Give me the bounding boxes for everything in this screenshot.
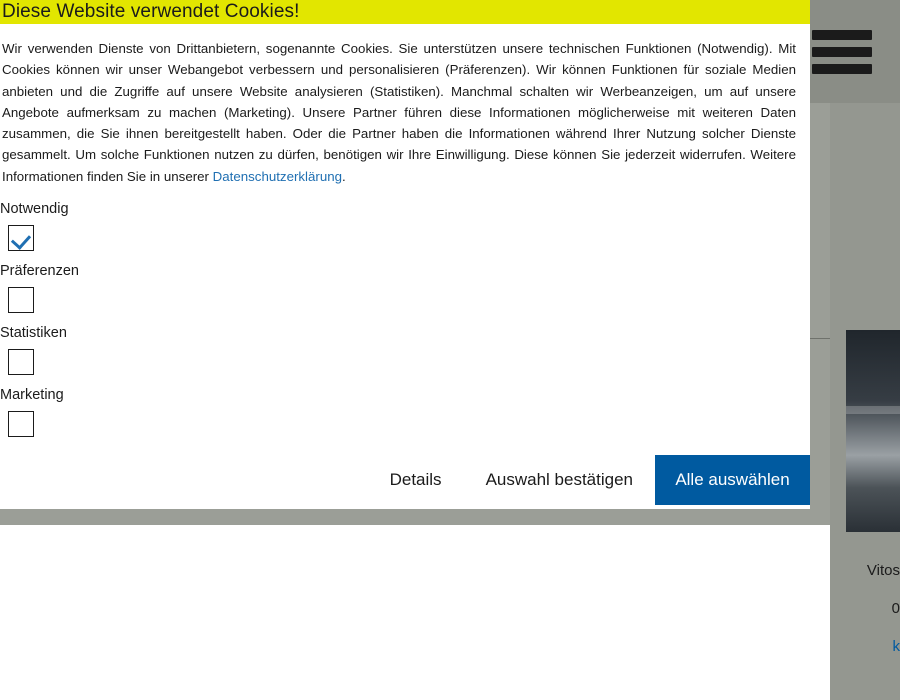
checkbox-preferences[interactable] — [8, 287, 34, 313]
teaser-image — [846, 330, 900, 532]
privacy-policy-link[interactable]: Datenschutzerklärung — [212, 168, 343, 184]
cookie-category-label: Marketing — [0, 387, 64, 404]
teaser-line-2: 0 — [891, 600, 900, 617]
cookie-category-list — [0, 187, 810, 437]
accept-all-button[interactable]: Alle auswählen — [655, 455, 810, 505]
cookie-dialog-actions — [0, 455, 810, 505]
teaser-line-1: Vitos — [866, 562, 900, 579]
cookie-body-end: . — [342, 168, 346, 184]
cookie-dialog-body — [0, 24, 802, 187]
cookie-category-necessary — [0, 199, 810, 251]
teaser-link[interactable]: k — [892, 638, 900, 655]
cookie-dialog-title: Diese Website verwendet Cookies! — [2, 1, 300, 22]
cookie-category-marketing — [0, 385, 810, 437]
cookie-category-label: Notwendig — [0, 201, 69, 218]
checkbox-marketing[interactable] — [8, 411, 34, 437]
cookie-category-preferences — [0, 261, 810, 313]
cookie-category-label: Präferenzen — [0, 263, 79, 280]
teaser-card[interactable] — [846, 330, 900, 700]
cookie-title-bar — [0, 0, 810, 24]
cookie-category-label: Statistiken — [0, 325, 67, 342]
cookie-body-text: Wir verwenden Dienste von Drittanbietern, sogenannte Cookies. Sie unterstützen unsere technischen Funktionen (Notwendig). Mit Cookies können wir unser Webangebot verbessern und personalisieren (Präferenzen). Wir können Funktionen für soziale Medien anbieten und die Zugriffe auf unsere Website analysieren (Statistiken). Manchmal schalten wir Werbeanzeigen, um auf unsere Angebote aufmerksam zu machen (Marketing). Unsere Partner führen diese Informationen möglicherweise mit weiteren Daten zusammen, die Sie ihnen bereitgestellt haben. Oder die Partner haben die Informationen während Ihrer Nutzung solcher Dienste gesammelt. Um solche Funktionen nutzen zu dürfen, benötigen wir Ihre Einwilligung. Diese können Sie jederzeit widerrufen. Weitere Informationen finden Sie in unserer — [2, 41, 796, 184]
checkbox-necessary[interactable] — [8, 225, 34, 251]
hamburger-bar — [812, 47, 872, 57]
hamburger-bar — [812, 30, 872, 40]
hamburger-bar — [812, 64, 872, 74]
checkbox-statistics[interactable] — [8, 349, 34, 375]
teaser-text — [846, 552, 900, 666]
cookie-category-statistics — [0, 323, 810, 375]
details-button[interactable]: Details — [368, 455, 464, 505]
content-area — [0, 525, 830, 700]
confirm-selection-button[interactable]: Auswahl bestätigen — [464, 455, 655, 505]
hamburger-menu-icon[interactable] — [812, 30, 872, 74]
